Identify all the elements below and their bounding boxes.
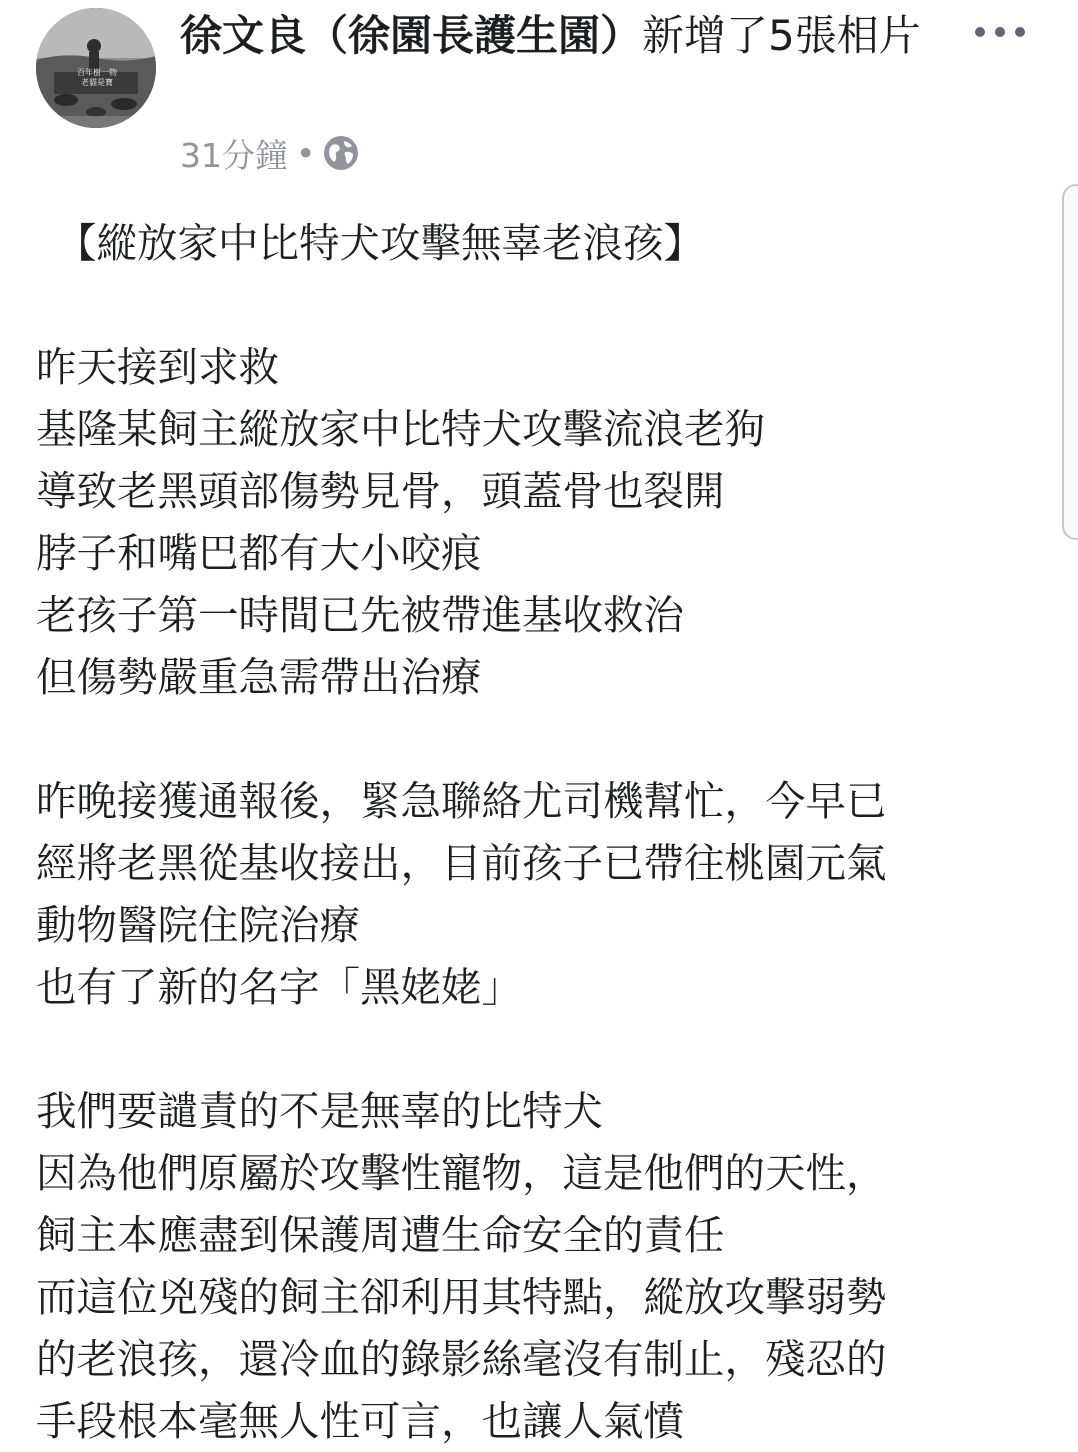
post-body — [36, 212, 1016, 1452]
poster-name-link[interactable]: 徐文良（徐園長護生園） — [180, 11, 643, 60]
paragraph-2 — [36, 770, 1016, 1018]
paragraph-3 — [36, 1080, 1016, 1452]
text-line: 而這位兇殘的飼主卻利用其特點，縱放攻擊弱勢 — [36, 1273, 887, 1321]
post-timestamp[interactable]: 31分鐘 — [180, 135, 288, 175]
text-line: 經將老黑從基收接出，目前孩子已帶往桃園元氣 — [36, 839, 887, 887]
side-scroll-handle[interactable] — [1062, 184, 1078, 540]
spacer — [36, 1018, 1016, 1080]
post-header — [0, 0, 1078, 190]
globe-icon[interactable] — [323, 135, 359, 171]
paragraph-1 — [36, 336, 1016, 708]
post-headline — [180, 8, 940, 64]
avatar-caption-line1: 百年樹一物 — [77, 68, 117, 77]
avatar-caption-line2: 老貓是寶 — [81, 78, 113, 87]
text-line: 脖子和嘴巴都有大小咬痕 — [36, 529, 482, 577]
more-dots-icon — [972, 25, 1028, 39]
text-line: 動物醫院住院治療 — [36, 901, 360, 949]
avatar-caption — [62, 68, 132, 88]
avatar[interactable] — [36, 8, 156, 128]
text-line: 昨晚接獲通報後，緊急聯絡尤司機幫忙，今早已 — [36, 777, 887, 825]
spacer — [36, 708, 1016, 770]
text-line: 昨天接到求救 — [36, 343, 279, 391]
meta-separator: • — [296, 133, 316, 173]
post-meta — [180, 130, 359, 176]
text-line: 飼主本應盡到保護周遭生命安全的責任 — [36, 1211, 725, 1259]
post-action-text: 新增了5張相片 — [642, 11, 921, 60]
text-line: 基隆某飼主縱放家中比特犬攻擊流浪老狗 — [36, 405, 765, 453]
text-line: 因為他們原屬於攻擊性寵物，這是他們的天性， — [36, 1149, 887, 1197]
text-line: 老孩子第一時間已先被帶進基收救治 — [36, 591, 684, 639]
text-line: 的老浪孩，還冷血的錄影絲毫沒有制止，殘忍的 — [36, 1335, 887, 1383]
text-line: 導致老黑頭部傷勢見骨，頭蓋骨也裂開 — [36, 467, 725, 515]
more-options-button[interactable] — [970, 10, 1030, 54]
text-line: 也有了新的名字「黑姥姥」 — [36, 963, 522, 1011]
text-line: 我們要譴責的不是無辜的比特犬 — [36, 1087, 603, 1135]
text-line: 手段根本毫無人性可言，也讓人氣憤 — [36, 1397, 684, 1445]
text-line: 但傷勢嚴重急需帶出治療 — [36, 653, 482, 701]
spacer — [36, 274, 1016, 336]
post-title: 【縱放家中比特犬攻擊無辜老浪孩】 — [56, 219, 704, 267]
